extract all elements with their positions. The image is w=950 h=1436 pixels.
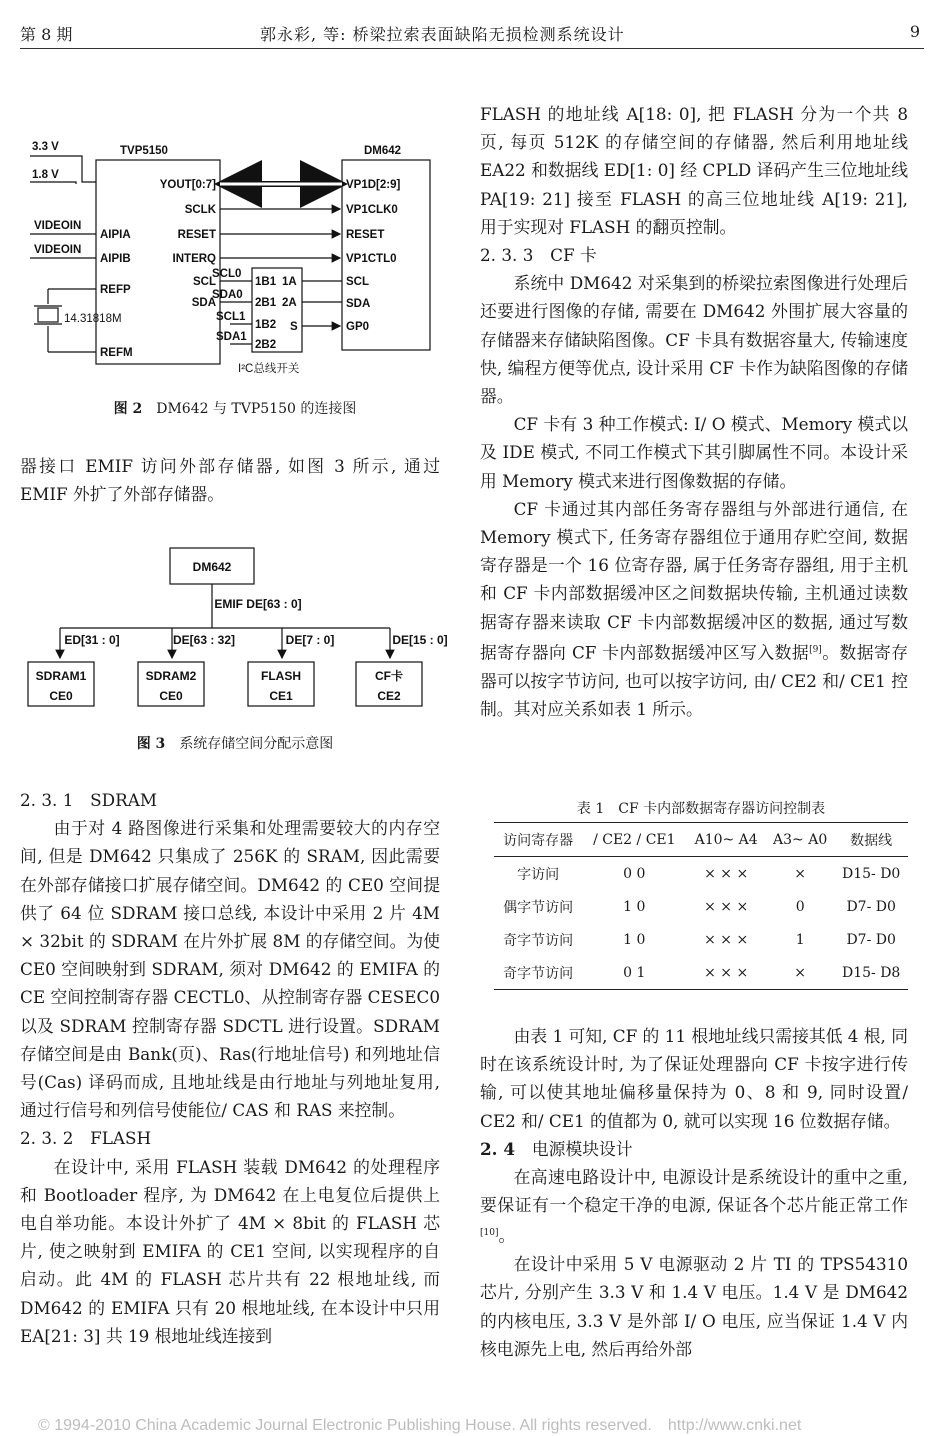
dm-pin: GP0 [346, 321, 370, 333]
dm-pin: VP1CLK0 [346, 204, 398, 216]
fig3-bus: EMIF DE[63 : 0] [214, 597, 302, 611]
table-header: A10~ A4 [694, 831, 758, 848]
fig3-top: DM642 [192, 560, 232, 574]
dm-pin: VP1D[2:9] [346, 179, 401, 191]
paragraph-cf2: CF 卡有 3 种工作模式: I/ O 模式、Memory 模式以及 IDE 模式, 不同工作模式下其引脚属性不同。本设计采用 Memory 模式来进行图像数据的存储。 [480, 414, 908, 491]
heading-number: 2. 4 [480, 1138, 516, 1159]
table-cell: 1 0 [623, 898, 646, 915]
dm-pin: SCL [346, 276, 369, 288]
paragraph-power1 [480, 1163, 908, 1250]
switch-label: I²C总线开关 [238, 363, 300, 375]
branch-bus: DE[63 : 32] [172, 633, 236, 647]
table-cell: 1 [795, 931, 805, 948]
caption-number: 图 3 [136, 736, 166, 752]
paragraph-flash: 在设计中, 采用 FLASH 装载 DM642 的处理程序和 Bootloader 程序, 为 DM642 在上电复位后提供上电自举功能。本设计外扩了 4M × 8bit 的 FLASH 芯片, 使之映射到 EMIFA 的 CE1 空间, 以实现程序的自启动。此 4M 的 FLASH 芯片共有 22 根地址线, 而 DM642 的 EMIFA 只有 20 根地址线, 在本设计中只用 EA[21: 3] 共 19 根地址线连接到 [20, 1156, 440, 1346]
section-heading-sdram: 2. 3. 1 SDRAM [20, 790, 158, 810]
text-run: CF 卡通过其内部任务寄存器组与外部进行通信, 在 Memory 模式下, 任务寄存器组位于通用存贮空间, 数据寄存器是一个 16 位寄存器, 属于任务寄存器组, 用于主机和 CF 卡内部数据缓冲区之间数据块传输, 主机通过读数据寄存器来读取 CF 卡内部数据缓冲区的数据, 通过写数据寄存器向 CF 卡内部数据缓冲区写入数据 [480, 498, 908, 663]
tvp-left-pin: AIPIB [100, 253, 131, 265]
tvp-left-pin: REFM [100, 347, 133, 359]
reference: [10] [480, 1228, 499, 1239]
heading-text: 电源模块设计 [531, 1138, 633, 1159]
caption-text: DM642 与 TVP5150 的连接图 [156, 401, 357, 417]
switch-pin: 1B2 [255, 319, 277, 331]
table-cell: 奇字节访问 [503, 932, 574, 949]
voltage-18: 1.8 V [32, 169, 59, 181]
table-cell: × [794, 865, 807, 882]
i2c-wire: SDA0 [212, 289, 243, 301]
switch-pin: 2A [282, 297, 297, 309]
left-column-bottom [20, 786, 440, 1350]
tvp-pin: RESET [177, 229, 216, 241]
table-cell: × × × [704, 964, 749, 981]
switch-pin: 1B1 [255, 276, 277, 288]
table-header-row [494, 823, 908, 857]
table-row [494, 923, 908, 956]
table-cell: × × × [704, 931, 749, 948]
table-cell: × × × [704, 865, 749, 882]
videoin-2: VIDEOIN [34, 244, 82, 256]
table-header: 数据线 [850, 832, 893, 849]
paragraph-cf3 [480, 495, 908, 723]
tvp-pin: SCLK [184, 204, 216, 216]
section-heading-flash: 2. 3. 2 FLASH [20, 1128, 152, 1149]
table-cell: 偶字节访问 [503, 899, 574, 916]
table-cell: 0 [795, 898, 805, 915]
voltage-33: 3.3 V [32, 141, 59, 153]
figure-2-caption [20, 398, 450, 418]
paragraph-cf1: 系统中 DM642 对采集到的桥梁拉索图像进行处理后还要进行图像的存储, 需要在 DM642 外围扩展大容量的存储器来存储缺陷图像。CF 卡具有数据容量大, 传输速度快, 编程方便等优点, 设计采用 CF 卡作为缺陷图像的存储器。 [480, 273, 908, 407]
dm-pin: SDA [346, 298, 371, 310]
crystal-label: 14.31818M [64, 313, 122, 325]
tvp-pin: INTERQ [172, 253, 216, 265]
table-cell: 字访问 [517, 866, 560, 883]
copyright-footer: © 1994-2010 China Academic Journal Electronic Publishing House. All rights reserved. http://www.cnki.net [38, 1417, 802, 1434]
text-run: 。 [498, 1226, 516, 1247]
section-heading-power [480, 1135, 908, 1163]
branch-bus: ED[31 : 0] [64, 633, 120, 647]
branch-ce: CE2 [377, 689, 401, 703]
table-row [494, 857, 908, 891]
table-1 [494, 822, 908, 990]
table-cell: D7- D0 [846, 898, 896, 915]
running-title: 郭永彩, 等: 桥梁拉索表面缺陷无损检测系统设计 [260, 25, 625, 44]
table-row [494, 890, 908, 923]
caption-text: 系统存储空间分配示意图 [179, 736, 334, 752]
paragraph-sdram: 由于对 4 路图像进行采集和处理需要较大的内存空间, 但是 DM642 只集成了 256K 的 SRAM, 因此需要在外部存储接口扩展存储空间。DM642 的 CE0 空间提供了 64 位 SDRAM 接口总线, 本设计中采用 2 片 4M × 32bit 的 SDRAM 在片外扩展 8M 的存储空间。为使 CE0 空间映射到 SDRAM, 须对 DM642 的 EMIFA 的 CE 空间控制寄存器 CECTL0、从控制寄存器 CESEC0 以及 SDRAM 控制寄存器 SDCTL 进行设置。SDRAM 存储空间是由 Bank(页)、Ras(行地址信号) 和列地址信号(Cas) 译码而成, 且地址线是由行地址与列地址复用, 通过行信号和列信号使能位/ CAS 和 RAS 来控制。 [20, 818, 440, 1121]
table-cell: 奇字节访问 [503, 965, 574, 982]
table-cell: 1 0 [623, 931, 646, 948]
branch-name: FLASH [261, 669, 301, 683]
i2c-wire: SDA1 [216, 331, 247, 343]
branch-ce: CE1 [269, 689, 293, 703]
table-header: A3~ A0 [773, 831, 828, 848]
table-row [494, 956, 908, 990]
branch-bus: DE[15 : 0] [392, 633, 448, 647]
tvp-title: TVP5150 [120, 145, 168, 157]
text-run: 。数据寄存器可以按字节访问, 也可以按字访问, 由/ CE2 和/ CE1 控制。其对应关系如表 1 所示。 [480, 642, 908, 719]
table-cell: D15- D0 [841, 865, 901, 882]
dm-title: DM642 [364, 145, 402, 157]
tvp-pin: YOUT[0:7] [159, 179, 216, 191]
section-heading-cf: 2. 3. 3 CF 卡 [480, 245, 597, 266]
right-column-bottom [480, 1022, 908, 1363]
tvp-left-pin: AIPIA [100, 229, 131, 241]
branch-name: SDRAM1 [35, 669, 87, 683]
table-1-caption: 表 1 CF 卡内部数据寄存器访问控制表 [576, 801, 826, 817]
paragraph-flash-cont: FLASH 的地址线 A[18: 0], 把 FLASH 分为一个共 8 页, 每页 512K 的存储空间的存储器, 然后利用地址线 EA22 和数据线 ED[1: 0] 经 CPLD 译码产生三位地址线 PA[19: 21] 接至 FLASH 的高三位地址线 A[19: 21], 用于实现对 FLASH 的翻页控制。 [480, 104, 908, 237]
figure-2-diagram [20, 130, 450, 380]
caption-number: 图 2 [113, 401, 143, 417]
videoin-1: VIDEOIN [34, 220, 82, 232]
table-cell: D7- D0 [846, 931, 896, 948]
switch-pin: S [290, 321, 298, 333]
figure-3-diagram [20, 540, 450, 720]
table-cell: 0 0 [623, 865, 646, 882]
branch-ce: CE0 [159, 689, 183, 703]
table-cell: 0 1 [623, 964, 646, 981]
i2c-wire: SCL1 [216, 311, 246, 323]
branch-name: CF卡 [375, 669, 403, 683]
right-column-top [480, 100, 908, 723]
i2c-wire: SCL0 [212, 268, 242, 280]
paragraph-table-note: 由表 1 可知, CF 的 11 根地址线只需接其低 4 根, 同时在该系统设计时, 为了保证处理器向 CF 卡按字进行传输, 可以使其地址偏移量保持为 0、8 和 9, 同时设置/ CE2 和/ CE1 的值都为 0, 就可以实现 16 位数据存储。 [480, 1026, 908, 1131]
figure-3-caption [20, 733, 450, 753]
reference: [9] [809, 644, 822, 655]
page-number: 9 [909, 22, 920, 41]
table-header: / CE2 / CE1 [593, 831, 676, 848]
table-cell: D15- D8 [841, 964, 901, 981]
branch-ce: CE0 [49, 689, 73, 703]
table-cell: × [794, 964, 807, 981]
text-run: 在高速电路设计中, 电源设计是系统设计的重中之重, 要保证有一个稳定干净的电源, 保证各个芯片能正常工作 [480, 1167, 908, 1216]
branch-name: SDRAM2 [145, 669, 197, 683]
paragraph-power2: 在设计中采用 5 V 电源驱动 2 片 TI 的 TPS54310 芯片, 分别产生 3.3 V 和 1.4 V 电压。1.4 V 是 DM642 的内核电压, 3.3 V 是外部 I/ O 电压, 应当保证 1.4 V 内核电源先上电, 然后再给外部 [480, 1254, 908, 1359]
left-column-top [20, 452, 440, 508]
switch-pin: 2B2 [255, 339, 277, 351]
table-header: 访问寄存器 [503, 832, 574, 849]
running-header [20, 8, 924, 49]
switch-pin: 2B1 [255, 297, 277, 309]
switch-pin: 1A [282, 276, 297, 288]
tvp-left-pin: REFP [100, 284, 131, 296]
branch-bus: DE[7 : 0] [285, 633, 335, 647]
dm-pin: RESET [346, 229, 385, 241]
issue-number: 第 8 期 [20, 25, 73, 44]
paragraph: 器接口 EMIF 访问外部存储器, 如图 3 所示, 通过 EMIF 外扩了外部存储器。 [20, 456, 440, 505]
dm-pin: VP1CTL0 [346, 253, 397, 265]
tvp-pin: SDA [191, 297, 216, 309]
table-cell: × × × [704, 898, 749, 915]
tvp-pin: SCL [193, 276, 216, 288]
